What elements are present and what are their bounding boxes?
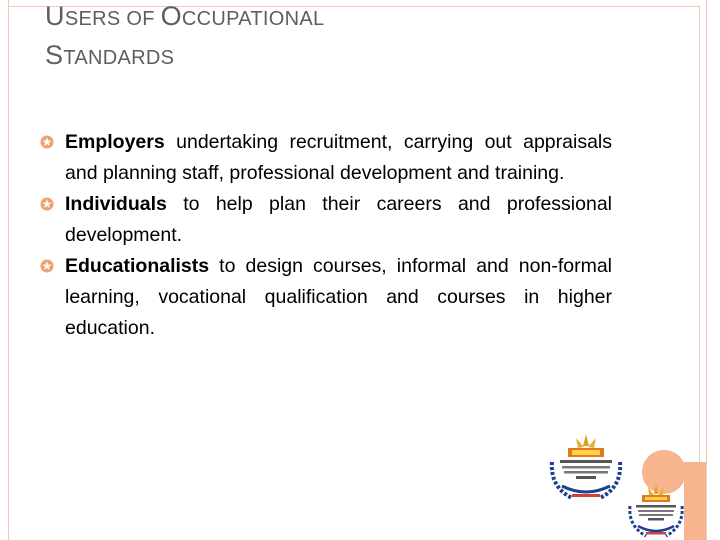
title-rest-1: SERS OF <box>64 8 161 30</box>
slide-frame-right-outer <box>706 0 707 540</box>
star-bullet-icon <box>40 259 54 273</box>
bullet-item <box>40 127 612 189</box>
bullet-item <box>40 251 612 344</box>
title-rest-3: TANDARDS <box>63 47 175 69</box>
title-cap-1: U <box>45 1 65 31</box>
bullet-item <box>40 189 612 251</box>
bullet-text: to help plan their careers and professional development. <box>65 193 612 246</box>
star-bullet-icon <box>40 135 54 149</box>
slide-frame-left <box>8 0 9 540</box>
certification-seal-logo <box>622 482 690 540</box>
slide-frame-right-inner <box>699 6 700 540</box>
slide-title <box>45 0 605 76</box>
bullet-text: undertaking recruitment, carrying out appraisals and planning staff, professional development and training. <box>65 131 612 184</box>
bullet-keyword: Employers <box>65 131 165 153</box>
bullet-text: to design courses, informal and non-formal learning, vocational qualification and courses in higher education. <box>65 255 612 339</box>
star-bullet-icon <box>40 197 54 211</box>
certification-seal-logo <box>542 432 630 504</box>
bullet-keyword: Educationalists <box>65 255 210 277</box>
title-rest-2: CCUPATIONAL <box>181 8 325 30</box>
slide-title-line-1 <box>45 0 605 37</box>
slide-title-line-2 <box>45 37 605 76</box>
title-cap-2: O <box>160 1 182 31</box>
bullet-list <box>40 127 612 344</box>
bullet-keyword: Individuals <box>65 193 167 215</box>
title-cap-3: S <box>45 40 64 70</box>
